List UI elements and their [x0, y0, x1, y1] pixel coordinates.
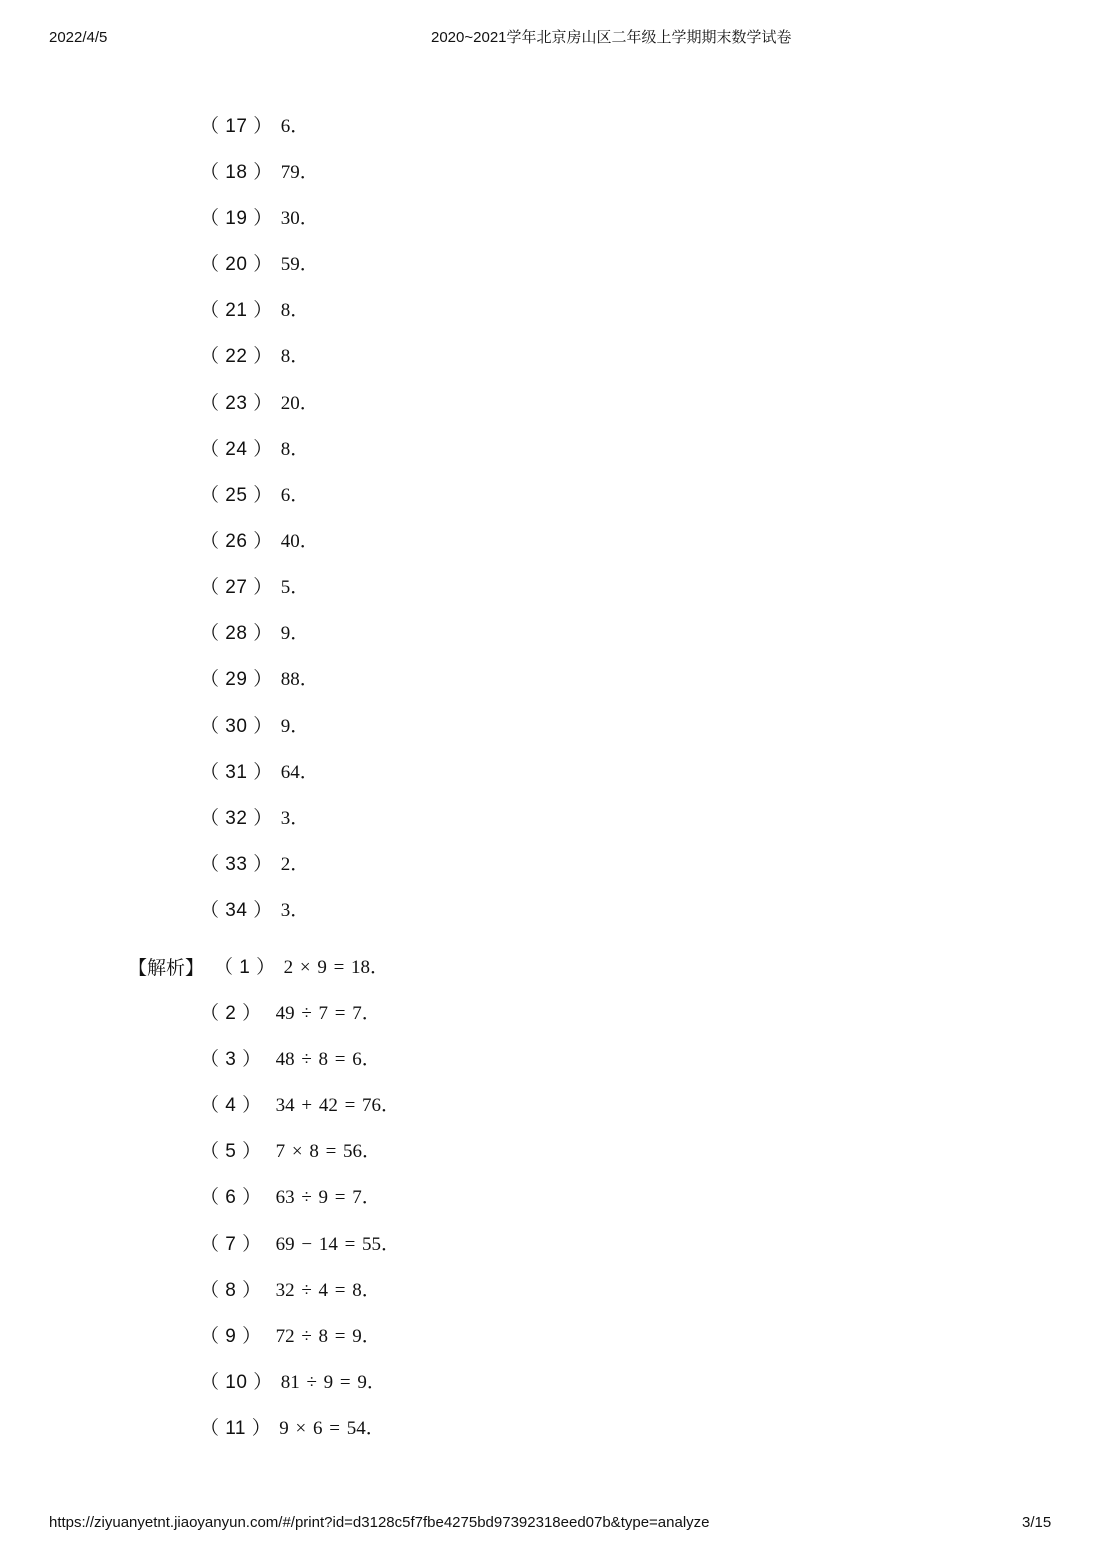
- analysis-item-2: [200, 1001, 381, 1027]
- answer-item-25: [200, 483, 309, 509]
- answer-value: 3．: [280, 808, 310, 829]
- document-title: 2020~2021学年北京房山区二年级上学期期末数学试卷: [431, 29, 792, 46]
- answer-number: （ 19 ）: [200, 208, 273, 229]
- answer-item-26: [200, 529, 319, 555]
- analysis-item-9: [200, 1324, 381, 1350]
- answer-item-18: [200, 160, 319, 186]
- answer-number: （ 34 ）: [200, 900, 273, 921]
- analysis-number: （ 10 ）: [200, 1372, 273, 1393]
- analysis-item-5: [200, 1139, 381, 1165]
- analysis-item-11: [200, 1416, 385, 1442]
- answer-item-17: [200, 114, 309, 140]
- analysis-expression: 34 + 42 = 76．: [275, 1095, 401, 1116]
- answer-number: （ 24 ）: [200, 439, 273, 460]
- answer-value: 6．: [280, 116, 310, 137]
- answer-item-30: [200, 714, 309, 740]
- answer-value: 9．: [280, 623, 310, 644]
- answer-value: 64．: [280, 762, 319, 783]
- answer-item-32: [200, 806, 309, 832]
- analysis-number: （ 11 ）: [200, 1418, 272, 1439]
- analysis-number: （ 7 ）: [200, 1234, 262, 1255]
- answer-number: （ 33 ）: [200, 854, 273, 875]
- answer-value: 3．: [280, 900, 310, 921]
- analysis-number: （ 8 ）: [200, 1280, 262, 1301]
- answer-item-27: [200, 575, 309, 601]
- answer-item-33: [200, 852, 309, 878]
- footer-url: https://ziyuanyetnt.jiaoyanyun.com/#/print?id=d3128c5f7fbe4275bd97392318eed07b&type=analyze: [49, 1514, 710, 1531]
- answer-number: （ 18 ）: [200, 162, 273, 183]
- analysis-item-6: [200, 1185, 381, 1211]
- answer-item-31: [200, 760, 319, 786]
- answer-value: 5．: [280, 577, 310, 598]
- answer-number: （ 32 ）: [200, 808, 273, 829]
- analysis-expression: 7 × 8 = 56．: [275, 1141, 382, 1162]
- answer-value: 20．: [280, 393, 319, 414]
- answer-value: 8．: [280, 346, 310, 367]
- answer-value: 79．: [280, 162, 319, 183]
- answer-item-20: [200, 252, 319, 278]
- analysis-number: （ 2 ）: [200, 1003, 262, 1024]
- analysis-expression: 69 − 14 = 55．: [275, 1234, 401, 1255]
- analysis-expression: 48 ÷ 8 = 6．: [275, 1049, 381, 1070]
- analysis-number: （ 5 ）: [200, 1141, 262, 1162]
- answer-value: 9．: [280, 716, 310, 737]
- page-number: 3/15: [1022, 1514, 1052, 1531]
- analysis-number: （ 3 ）: [200, 1049, 262, 1070]
- analysis-tag: 【解析】: [128, 957, 205, 979]
- analysis-item-1: [214, 955, 389, 981]
- answer-item-28: [200, 621, 309, 647]
- analysis-item-7: [200, 1232, 400, 1258]
- analysis-expression: 63 ÷ 9 = 7．: [275, 1187, 381, 1208]
- answer-value: 8．: [280, 439, 310, 460]
- answer-number: （ 27 ）: [200, 577, 273, 598]
- answer-value: 30．: [280, 208, 319, 229]
- analysis-number: （ 4 ）: [200, 1095, 262, 1116]
- answer-item-21: [200, 298, 309, 324]
- answer-number: （ 17 ）: [200, 116, 273, 137]
- analysis-item-3: [200, 1047, 381, 1073]
- answer-number: （ 25 ）: [200, 485, 273, 506]
- answer-number: （ 22 ）: [200, 346, 273, 367]
- answer-number: （ 29 ）: [200, 669, 273, 690]
- analysis-expression: 81 ÷ 9 = 9．: [280, 1372, 386, 1393]
- answer-number: （ 26 ）: [200, 531, 273, 552]
- answer-number: （ 28 ）: [200, 623, 273, 644]
- answer-item-24: [200, 437, 309, 463]
- answer-item-22: [200, 344, 309, 370]
- analysis-item-8: [200, 1278, 381, 1304]
- analysis-number: （ 6 ）: [200, 1187, 262, 1208]
- analysis-expression: 32 ÷ 4 = 8．: [275, 1280, 381, 1301]
- analysis-item-10: [200, 1370, 386, 1396]
- answer-number: （ 30 ）: [200, 716, 273, 737]
- answer-number: （ 20 ）: [200, 254, 273, 275]
- answer-value: 8．: [280, 300, 310, 321]
- answer-value: 88．: [280, 669, 319, 690]
- analysis-number: （ 1 ）: [214, 957, 276, 978]
- answer-value: 6．: [280, 485, 310, 506]
- analysis-number: （ 9 ）: [200, 1326, 262, 1347]
- answer-number: （ 21 ）: [200, 300, 273, 321]
- analysis-expression: 72 ÷ 8 = 9．: [275, 1326, 381, 1347]
- answer-item-29: [200, 667, 319, 693]
- answer-number: （ 31 ）: [200, 762, 273, 783]
- analysis-expression: 49 ÷ 7 = 7．: [275, 1003, 381, 1024]
- answer-item-19: [200, 206, 319, 232]
- analysis-expression: 2 × 9 = 18．: [283, 957, 390, 978]
- answer-number: （ 23 ）: [200, 393, 273, 414]
- answer-item-23: [200, 391, 319, 417]
- print-date: 2022/4/5: [49, 29, 108, 46]
- answer-value: 40．: [280, 531, 319, 552]
- answer-value: 2．: [280, 854, 310, 875]
- analysis-expression: 9 × 6 = 54．: [279, 1418, 385, 1439]
- analysis-item-4: [200, 1093, 400, 1119]
- answer-value: 59．: [280, 254, 319, 275]
- answer-item-34: [200, 898, 309, 924]
